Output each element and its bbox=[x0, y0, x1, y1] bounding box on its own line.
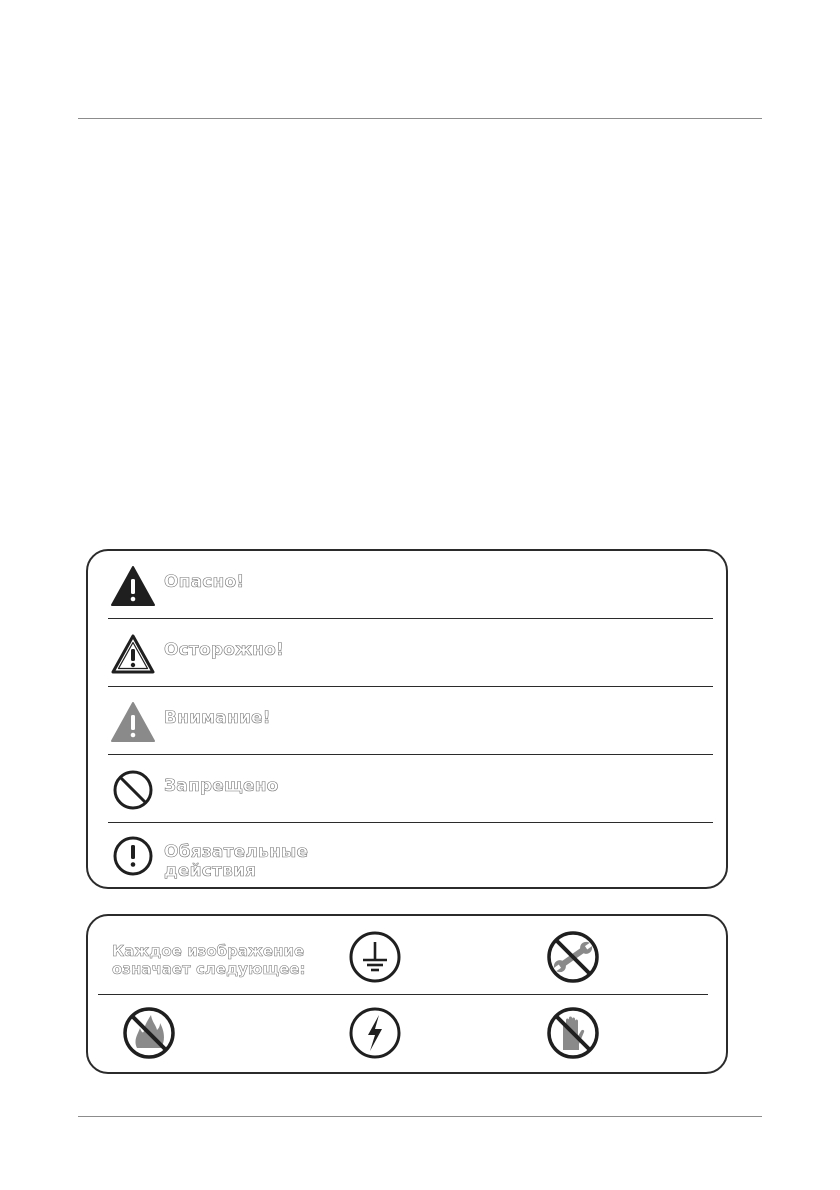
legend-row-caution bbox=[88, 687, 710, 755]
legend-label-prohibited: Запрещено bbox=[164, 776, 279, 796]
symbols-caption-line2: означает следующее: bbox=[112, 960, 306, 978]
ground-icon bbox=[348, 930, 402, 984]
mandatory-circle-icon bbox=[110, 835, 156, 877]
symbols-caption bbox=[112, 942, 322, 978]
symbols-box bbox=[86, 914, 728, 1074]
do-not-touch-icon bbox=[546, 1006, 600, 1060]
no-fire-icon bbox=[122, 1006, 176, 1060]
symbols-caption-line1: Каждое изображение bbox=[112, 942, 305, 960]
legend-label-caution: Внимание! bbox=[164, 708, 271, 728]
prohibited-circle-icon bbox=[110, 769, 156, 811]
legend-row-mandatory bbox=[88, 823, 710, 891]
bottom-rule bbox=[78, 1116, 762, 1117]
legend-row-danger bbox=[88, 551, 710, 619]
legend-row-prohibited bbox=[88, 755, 710, 823]
safety-legend-box bbox=[86, 549, 728, 889]
no-disassemble-icon bbox=[546, 930, 600, 984]
legend-label-mandatory-line1: Обязательные bbox=[164, 842, 309, 862]
caution-gray-triangle-icon bbox=[110, 701, 156, 743]
legend-label-mandatory-line2: действия bbox=[164, 861, 257, 881]
warning-outline-triangle-icon bbox=[110, 633, 156, 675]
danger-filled-triangle-icon bbox=[110, 565, 156, 607]
divider bbox=[98, 994, 708, 995]
legend-label-warning: Осторожно! bbox=[164, 640, 285, 660]
legend-row-warning bbox=[88, 619, 710, 687]
top-rule bbox=[78, 118, 762, 119]
legend-label-mandatory bbox=[164, 843, 308, 881]
legend-label-danger: Опасно! bbox=[164, 572, 245, 592]
electric-shock-icon bbox=[348, 1006, 402, 1060]
